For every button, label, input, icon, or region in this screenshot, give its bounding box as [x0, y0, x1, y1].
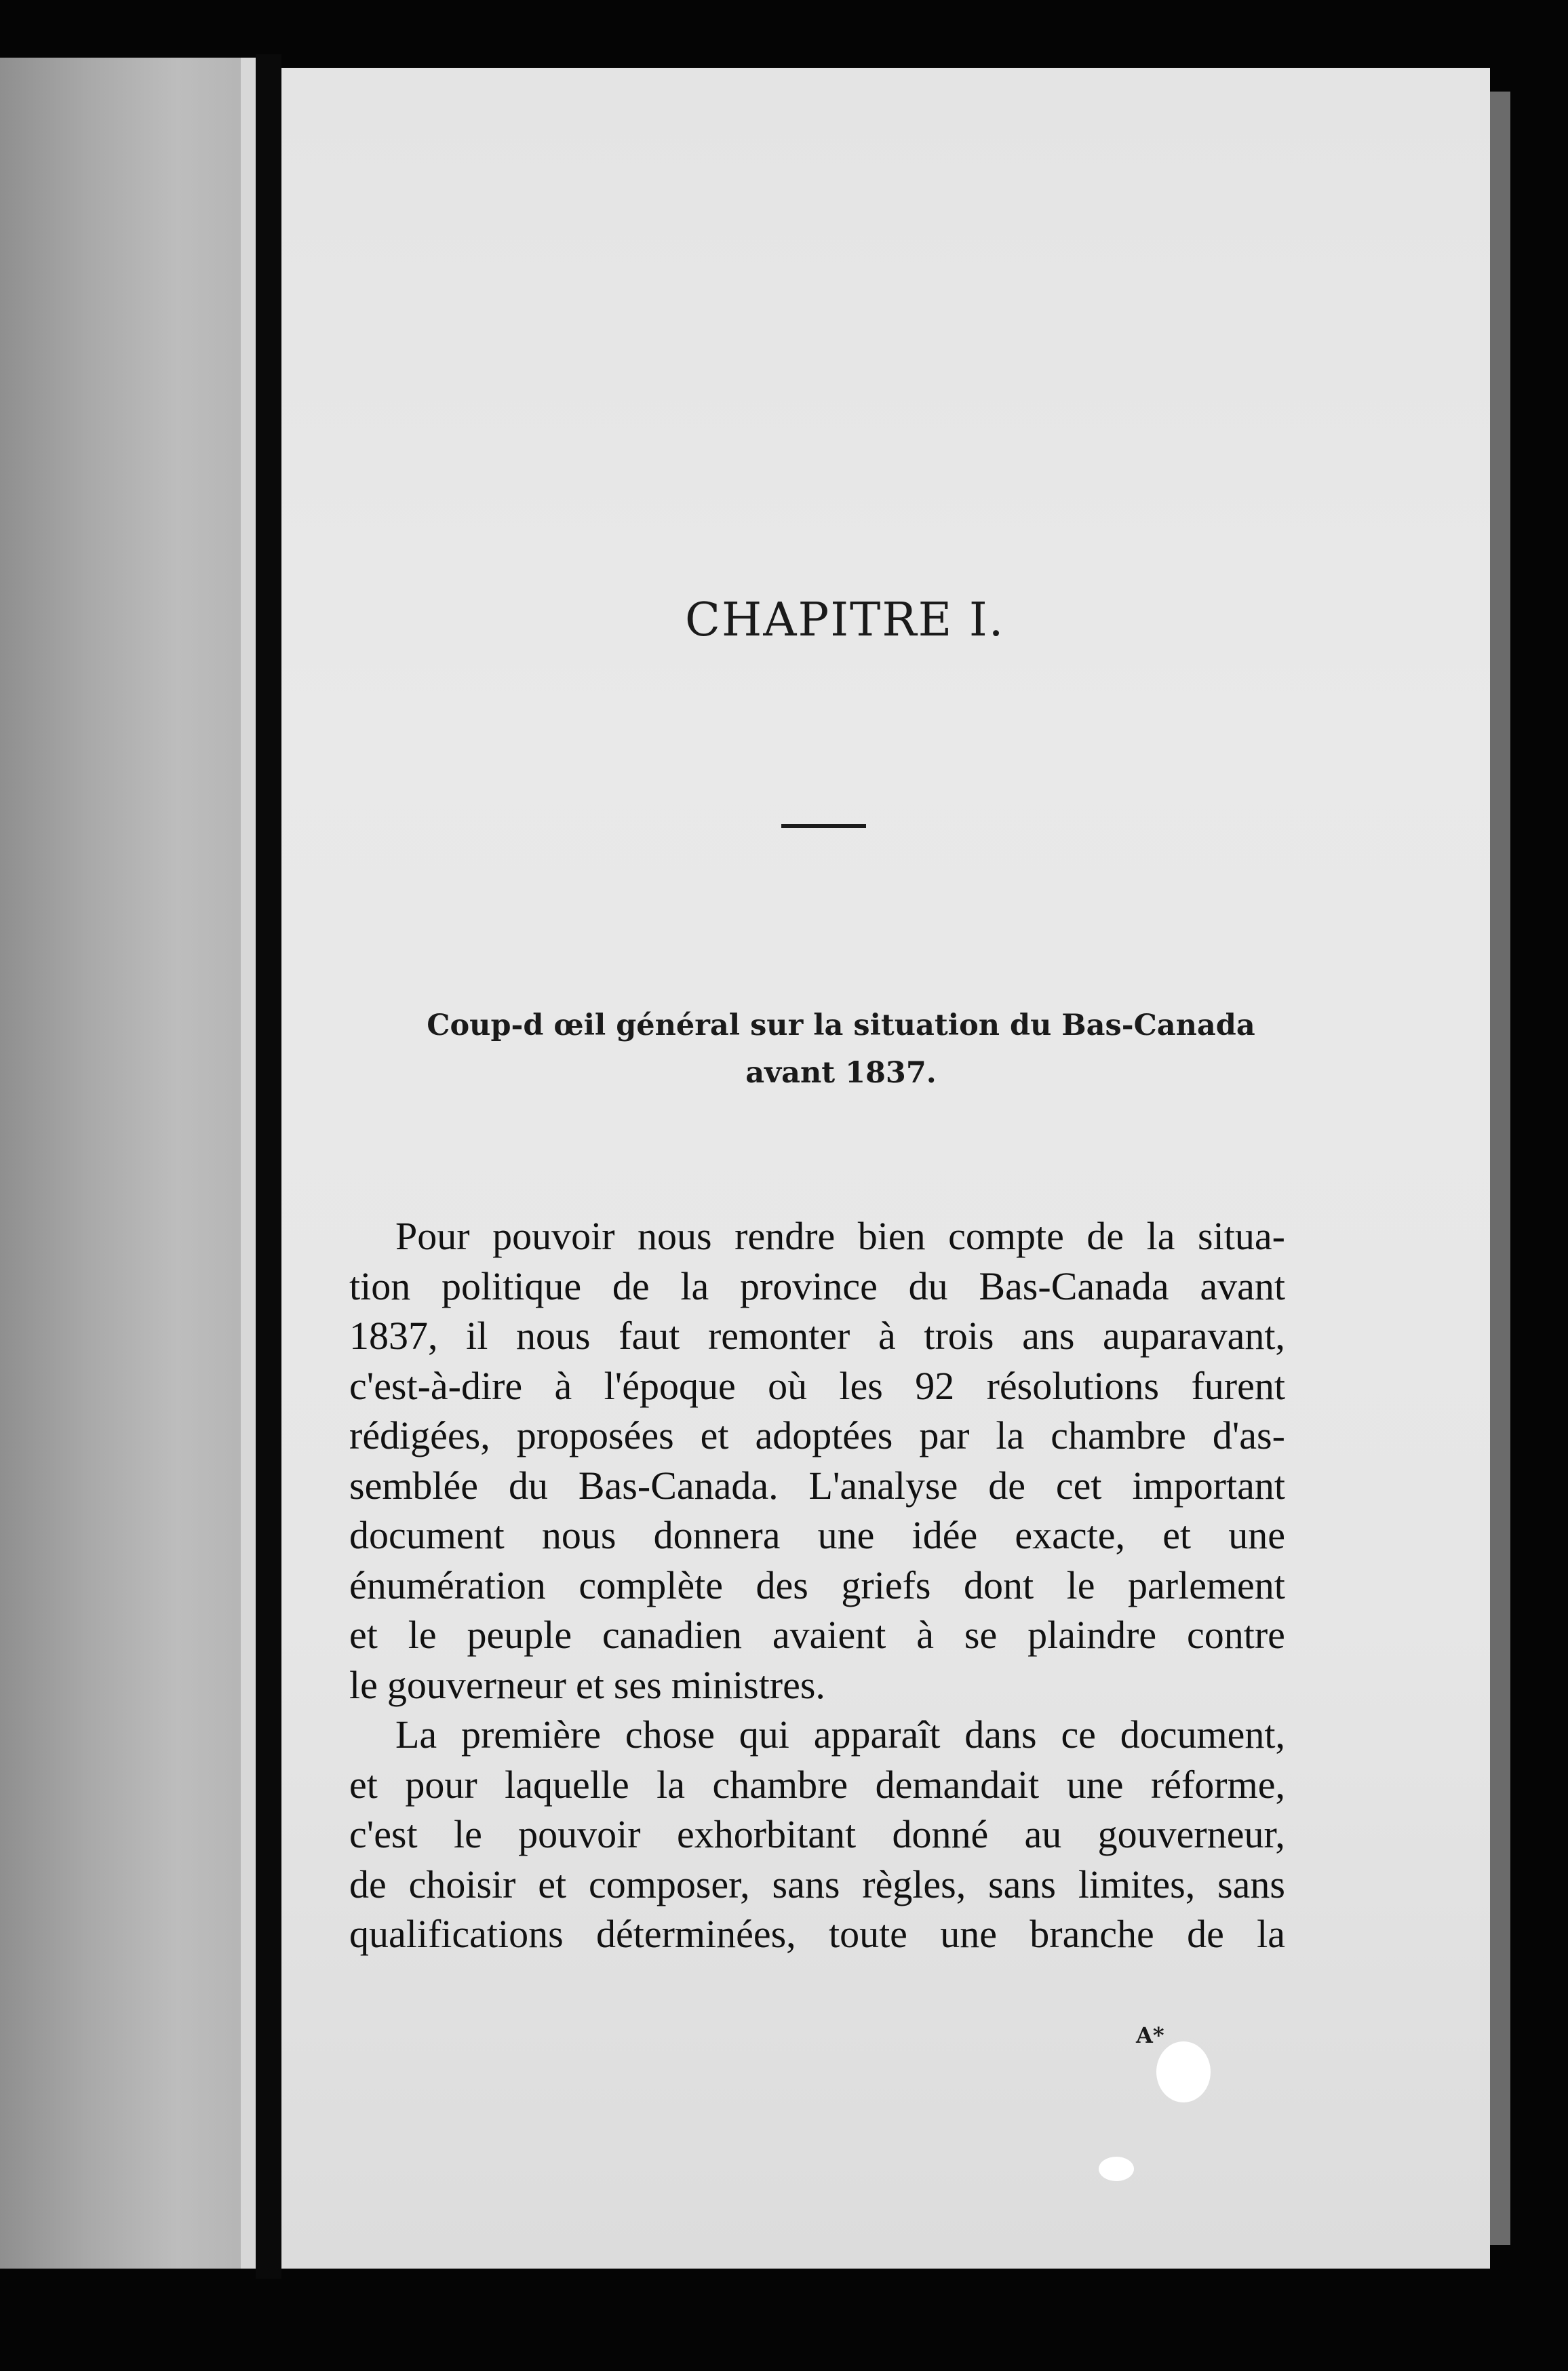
chapter-subtitle: [407, 1002, 1275, 1097]
text-line: de choisir et composer, sans règles, sans limites, sans: [349, 1862, 1285, 1906]
paragraph-2: [349, 1710, 1285, 1959]
text-line: document nous donnera une idée exacte, et une: [349, 1513, 1285, 1557]
right-page-edge: [1490, 92, 1510, 2245]
body-text: [349, 1211, 1285, 1959]
left-page-edge: [0, 58, 254, 2269]
text-line: semblée du Bas-Canada. L'analyse de cet important: [349, 1463, 1285, 1508]
text-line: c'est-à-dire à l'époque où les 92 résolutions furent: [349, 1363, 1285, 1408]
text-line: tion politique de la province du Bas-Canada avant: [349, 1263, 1285, 1308]
text-line: c'est le pouvoir exhorbitant donné au gouverneur,: [349, 1812, 1285, 1856]
text-line: le gouverneur et ses ministres.: [349, 1662, 825, 1707]
chapter-title: CHAPITRE I.: [685, 593, 1005, 647]
book-gutter: [256, 54, 281, 2279]
text-line: énumération complète des griefs dont le parlement: [349, 1563, 1285, 1607]
paragraph-1: [349, 1211, 1285, 1710]
text-line: 1837, il nous faut remonter à trois ans auparavant,: [349, 1314, 1285, 1358]
text-line: qualifications déterminées, toute une branche de la: [349, 1912, 1285, 1956]
text-line: et le peuple canadien avaient à se plaindre contre: [349, 1613, 1285, 1657]
text-line: et pour laquelle la chambre demandait une réforme,: [349, 1762, 1285, 1807]
scan-blot: [1156, 2041, 1211, 2102]
left-page-margin: [241, 58, 256, 2269]
text-line: La première chose qui apparaît dans ce document,: [395, 1712, 1285, 1757]
scan-blot: [1099, 2157, 1134, 2181]
title-rule: [781, 824, 866, 828]
subtitle-line: Coup-d œil général sur la situation du Bas-Canada: [427, 1008, 1255, 1042]
subtitle-line: avant 1837.: [745, 1056, 937, 1090]
text-line: rédigées, proposées et adoptées par la chambre d'as-: [349, 1413, 1285, 1457]
signature-mark: A*: [1136, 2022, 1164, 2048]
text-line: Pour pouvoir nous rendre bien compte de la situa-: [395, 1214, 1285, 1258]
